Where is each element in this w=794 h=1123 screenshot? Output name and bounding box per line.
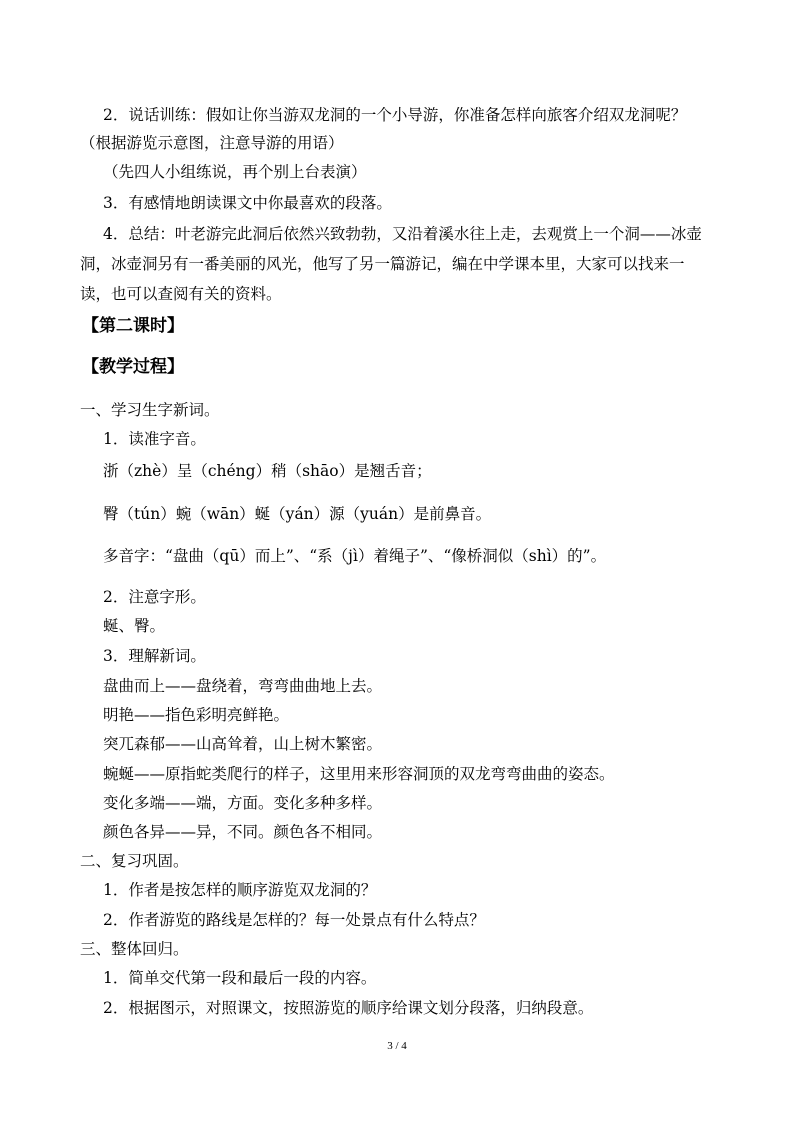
pronunciation-line-3: 多音字：“盘曲（qū）而上”、“系（jì）着绳子”、“像桥洞似（shì）的”。 <box>103 547 607 565</box>
section-1-item-1: 1．读准字音。 <box>103 430 206 448</box>
pronunciation-line-1: 浙（zhè）呈（chéng）稍（shāo）是翘舌音； <box>103 462 432 480</box>
paragraph-4-line-3: 读，也可以查阅有关的资料。 <box>80 285 282 303</box>
vocab-line-1: 盘曲而上——盘绕着，弯弯曲曲地上去。 <box>103 677 383 695</box>
vocab-line-3: 突兀森郁——山高耸着，山上树木繁密。 <box>103 735 383 753</box>
vocab-line-5: 变化多端——端，方面。变化多种多样。 <box>103 794 383 812</box>
section-3-title: 三、整体回归。 <box>80 940 189 958</box>
heading-second-lesson: 【第二课时】 <box>82 316 184 336</box>
section-2-title: 二、复习巩固。 <box>80 852 189 870</box>
vocab-line-4: 蜿蜒——原指蛇类爬行的样子，这里用来形容洞顶的双龙弯弯曲曲的姿态。 <box>103 765 615 783</box>
vocab-line-6: 颜色各异——异，不同。颜色各不相同。 <box>103 823 383 841</box>
pronunciation-line-2: 臀（tún）蜿（wān）蜒（yán）源（yuán）是前鼻音。 <box>103 505 492 523</box>
section-3-item-2: 2．根据图示，对照课文，按照游览的顺序给课文划分段落，归纳段意。 <box>103 999 594 1017</box>
vocab-line-2: 明艳——指色彩明亮鲜艳。 <box>103 706 290 724</box>
paragraph-4-line-2: 洞，冰壶洞另有一番美丽的风光，他写了另一篇游记，编在中学课本里，大家可以找来一 <box>80 255 685 273</box>
paragraph-2-line-1: 2．说话训练：假如让你当游双龙洞的一个小导游，你准备怎样向旅客介绍双龙洞呢？ <box>103 106 687 124</box>
paragraph-4-line-1: 4．总结：叶老游完此洞后依然兴致勃勃，又沿着溪水往上走，去观赏上一个洞——冰壶 <box>103 225 702 243</box>
section-3-item-1: 1．简单交代第一段和最后一段的内容。 <box>103 969 377 987</box>
glyph-note: 蜒、臀。 <box>103 617 166 635</box>
section-2-item-1: 1．作者是按怎样的顺序游览双龙洞的？ <box>103 881 377 899</box>
page-number: 3 / 4 <box>387 1040 407 1052</box>
paragraph-2-line-3: （先四人小组练说，再个别上台表演） <box>103 163 367 181</box>
paragraph-2-line-2: （根据游览示意图，注意导游的用语） <box>80 134 344 152</box>
heading-teaching-process: 【教学过程】 <box>82 357 184 377</box>
section-1-item-3: 3．理解新词。 <box>103 647 206 665</box>
paragraph-3: 3．有感情地朗读课文中你最喜欢的段落。 <box>103 194 392 212</box>
section-2-item-2: 2．作者游览的路线是怎样的？每一处景点有什么特点？ <box>103 911 485 929</box>
section-1-item-2: 2．注意字形。 <box>103 588 206 606</box>
section-1-title: 一、学习生字新词。 <box>80 401 220 419</box>
